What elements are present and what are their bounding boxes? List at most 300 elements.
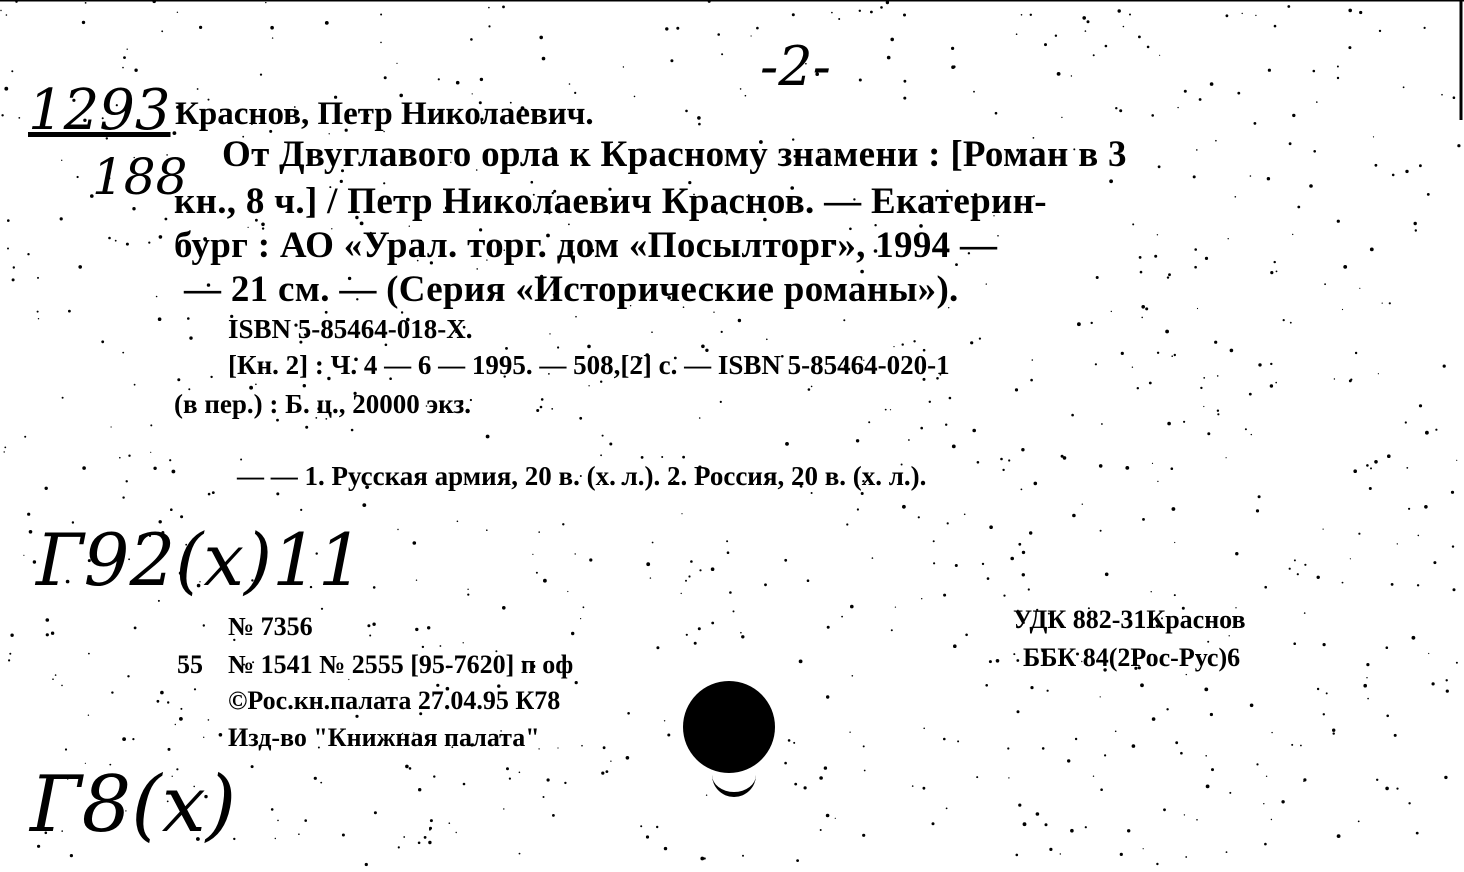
noise-dot bbox=[826, 695, 829, 698]
noise-dot bbox=[1370, 467, 1372, 469]
noise-dot bbox=[1093, 776, 1094, 777]
noise-dot bbox=[123, 56, 126, 59]
noise-dot bbox=[396, 63, 397, 64]
record-prefix: 55 bbox=[177, 650, 203, 679]
noise-dot bbox=[794, 783, 797, 786]
noise-dot bbox=[1118, 9, 1121, 12]
noise-dot bbox=[433, 775, 435, 777]
noise-dot bbox=[29, 530, 33, 534]
noise-dot bbox=[23, 555, 24, 556]
noise-dot bbox=[1446, 679, 1448, 681]
noise-dot bbox=[1373, 136, 1374, 137]
noise-dot bbox=[298, 833, 300, 835]
noise-dot bbox=[416, 580, 417, 581]
noise-dot bbox=[1453, 588, 1456, 591]
noise-dot bbox=[1405, 170, 1408, 173]
noise-dot bbox=[1405, 421, 1407, 423]
noise-dot bbox=[1047, 690, 1049, 692]
noise-dot bbox=[208, 493, 211, 496]
noise-dot bbox=[549, 333, 550, 334]
noise-dot bbox=[1157, 352, 1159, 354]
noise-dot bbox=[606, 770, 609, 773]
noise-dot bbox=[583, 606, 585, 608]
noise-dot bbox=[1016, 659, 1019, 662]
noise-dot bbox=[742, 855, 744, 857]
noise-dot bbox=[7, 248, 9, 250]
noise-dot bbox=[1326, 692, 1328, 694]
noise-dot bbox=[170, 508, 173, 511]
noise-dot bbox=[1304, 612, 1306, 614]
noise-dot bbox=[486, 529, 488, 531]
noise-dot bbox=[126, 243, 129, 246]
noise-dot bbox=[422, 646, 424, 648]
noise-dot bbox=[424, 836, 427, 839]
noise-dot bbox=[1291, 744, 1293, 746]
noise-dot bbox=[158, 317, 162, 321]
noise-dot bbox=[1036, 812, 1040, 816]
noise-dot bbox=[1167, 422, 1171, 426]
noise-dot bbox=[1350, 379, 1352, 381]
noise-dot bbox=[1457, 144, 1460, 147]
noise-dot bbox=[503, 808, 504, 809]
noise-dot bbox=[951, 47, 954, 50]
noise-dot bbox=[1274, 25, 1277, 28]
noise-dot bbox=[160, 691, 164, 695]
noise-dot bbox=[271, 808, 274, 811]
noise-dot bbox=[891, 629, 893, 631]
noise-dot bbox=[697, 116, 701, 120]
noise-dot bbox=[784, 559, 787, 562]
noise-dot bbox=[1067, 759, 1070, 762]
noise-dot bbox=[1337, 66, 1339, 68]
noise-dot bbox=[1242, 13, 1243, 14]
noise-dot bbox=[646, 835, 649, 838]
noise-dot bbox=[1294, 559, 1296, 561]
noise-dot bbox=[698, 627, 701, 630]
noise-dot bbox=[740, 88, 742, 90]
noise-dot bbox=[1152, 463, 1153, 464]
noise-dot bbox=[1147, 46, 1150, 49]
noise-dot bbox=[9, 653, 11, 655]
handwritten-classification-1: Г92(х)11 bbox=[36, 518, 364, 602]
noise-dot bbox=[1369, 487, 1372, 490]
noise-dot bbox=[1021, 14, 1023, 16]
noise-dot bbox=[601, 772, 604, 775]
noise-dot bbox=[539, 36, 543, 40]
noise-dot bbox=[1125, 466, 1129, 470]
noise-dot bbox=[1196, 819, 1198, 821]
handwritten-page-number: -2- bbox=[760, 35, 831, 98]
noise-dot bbox=[1229, 635, 1230, 636]
noise-dot bbox=[841, 616, 843, 618]
noise-dot bbox=[1304, 564, 1306, 566]
noise-dot bbox=[1419, 404, 1422, 407]
noise-dot bbox=[1250, 175, 1252, 177]
noise-dot bbox=[1251, 434, 1252, 435]
noise-dot bbox=[122, 737, 126, 741]
noise-dot bbox=[1099, 464, 1103, 468]
noise-dot bbox=[650, 577, 651, 578]
noise-dot bbox=[903, 14, 906, 17]
noise-dot bbox=[1230, 349, 1234, 353]
noise-dot bbox=[179, 717, 183, 721]
noise-dot bbox=[1424, 27, 1426, 29]
noise-dot bbox=[219, 733, 223, 737]
noise-dot bbox=[756, 27, 759, 30]
noise-dot bbox=[1323, 643, 1326, 646]
isbn-line: ISBN 5-85464-018-X. bbox=[228, 314, 473, 344]
noise-dot bbox=[690, 560, 693, 563]
noise-dot bbox=[557, 747, 558, 748]
noise-dot bbox=[1174, 594, 1176, 596]
noise-dot bbox=[134, 384, 136, 386]
noise-dot bbox=[953, 644, 957, 648]
noise-dot bbox=[1029, 531, 1032, 534]
noise-dot bbox=[320, 782, 322, 784]
noise-dot bbox=[1109, 179, 1113, 183]
noise-dot bbox=[1163, 808, 1166, 811]
noise-dot bbox=[128, 455, 130, 457]
noise-dot bbox=[1193, 175, 1196, 178]
noise-dot bbox=[122, 352, 124, 354]
noise-dot bbox=[720, 401, 722, 403]
noise-dot bbox=[342, 834, 345, 837]
noise-dot bbox=[1323, 713, 1325, 715]
noise-dot bbox=[1028, 588, 1030, 590]
noise-dot bbox=[538, 531, 540, 533]
noise-dot bbox=[788, 739, 791, 742]
noise-dot bbox=[46, 633, 49, 636]
noise-dot bbox=[1158, 165, 1161, 168]
noise-dot bbox=[1141, 305, 1145, 309]
noise-dot bbox=[1406, 467, 1408, 469]
noise-dot bbox=[1332, 729, 1335, 732]
noise-dot bbox=[210, 376, 212, 378]
noise-dot bbox=[943, 594, 946, 597]
noise-dot bbox=[1226, 14, 1229, 17]
noise-dot bbox=[1010, 557, 1014, 561]
noise-dot bbox=[1443, 365, 1446, 368]
noise-dot bbox=[1297, 573, 1299, 575]
noise-dot bbox=[634, 96, 636, 98]
noise-dot bbox=[1397, 543, 1398, 544]
noise-dot bbox=[27, 513, 30, 516]
noise-dot bbox=[989, 525, 993, 529]
noise-dot bbox=[1075, 738, 1077, 740]
noise-dot bbox=[1456, 662, 1458, 664]
noise-dot bbox=[1290, 322, 1292, 324]
noise-dot bbox=[488, 7, 490, 9]
noise-dot bbox=[1030, 14, 1032, 16]
noise-dot bbox=[1071, 414, 1074, 417]
noise-dot bbox=[161, 30, 163, 32]
noise-dot bbox=[861, 492, 864, 495]
noise-dot bbox=[467, 594, 469, 596]
noise-dot bbox=[70, 854, 73, 857]
noise-dot bbox=[1171, 355, 1173, 357]
noise-dot bbox=[902, 343, 904, 345]
noise-dot bbox=[463, 783, 466, 786]
noise-dot bbox=[199, 26, 202, 29]
noise-dot bbox=[551, 408, 553, 410]
noise-dot bbox=[1016, 854, 1019, 857]
noise-dot bbox=[1266, 776, 1267, 777]
noise-dot bbox=[571, 632, 574, 635]
noise-dot bbox=[667, 734, 670, 737]
noise-dot bbox=[1359, 11, 1362, 14]
noise-dot bbox=[12, 278, 15, 281]
noise-dot bbox=[1205, 755, 1207, 757]
noise-dot bbox=[1385, 787, 1389, 791]
noise-dot bbox=[509, 778, 511, 780]
noise-dot bbox=[1194, 248, 1197, 251]
noise-dot bbox=[1139, 256, 1142, 259]
noise-dot bbox=[843, 319, 845, 321]
noise-dot bbox=[903, 97, 906, 100]
noise-dot bbox=[979, 338, 981, 340]
noise-dot bbox=[721, 331, 723, 333]
noise-dot bbox=[740, 632, 742, 634]
noise-dot bbox=[397, 529, 398, 530]
noise-dot bbox=[367, 624, 370, 627]
noise-dot bbox=[1203, 377, 1205, 379]
noise-dot bbox=[168, 748, 171, 751]
binding-line: (в пер.) : Б. ц., 20000 экз. bbox=[174, 389, 471, 419]
noise-dot bbox=[1446, 690, 1449, 693]
noise-dot bbox=[885, 409, 887, 411]
noise-dot bbox=[1376, 779, 1378, 781]
noise-dot bbox=[1289, 142, 1292, 145]
noise-dot bbox=[711, 622, 714, 625]
noise-dot bbox=[985, 684, 988, 687]
noise-dot bbox=[1255, 15, 1256, 16]
noise-dot bbox=[745, 95, 747, 97]
noise-dot bbox=[1204, 688, 1208, 692]
noise-dot bbox=[1264, 586, 1267, 589]
noise-dot bbox=[1271, 732, 1272, 733]
noise-dot bbox=[929, 401, 931, 403]
noise-dot bbox=[600, 454, 602, 456]
noise-dot bbox=[18, 117, 20, 119]
noise-dot bbox=[997, 235, 999, 237]
noise-dot bbox=[180, 708, 182, 710]
noise-dot bbox=[1003, 595, 1005, 597]
noise-dot bbox=[1194, 266, 1197, 269]
noise-dot bbox=[169, 459, 171, 461]
noise-dot bbox=[415, 628, 418, 631]
noise-dot bbox=[380, 42, 382, 44]
noise-dot bbox=[1129, 14, 1131, 16]
noise-dot bbox=[1151, 114, 1154, 117]
noise-dot bbox=[792, 13, 795, 16]
noise-dot bbox=[918, 516, 920, 518]
noise-dot bbox=[713, 312, 714, 313]
noise-dot bbox=[1366, 464, 1369, 467]
noise-dot bbox=[157, 700, 160, 703]
noise-dot bbox=[651, 331, 653, 333]
noise-dot bbox=[1417, 584, 1419, 586]
noise-dot bbox=[1309, 184, 1313, 188]
noise-dot bbox=[418, 842, 421, 845]
noise-dot bbox=[456, 81, 460, 85]
noise-dot bbox=[579, 417, 582, 420]
noise-dot bbox=[1180, 752, 1183, 755]
noise-dot bbox=[365, 863, 368, 866]
noise-dot bbox=[1132, 744, 1136, 748]
noise-dot bbox=[438, 78, 440, 80]
noise-dot bbox=[738, 319, 741, 322]
noise-dot bbox=[623, 66, 624, 67]
noise-dot bbox=[1263, 803, 1264, 804]
noise-dot bbox=[1044, 43, 1047, 46]
noise-dot bbox=[1177, 107, 1178, 108]
noise-dot bbox=[846, 523, 848, 525]
noise-dot bbox=[1184, 90, 1187, 93]
noise-dot bbox=[46, 618, 50, 622]
noise-dot bbox=[1270, 384, 1273, 387]
noise-dot bbox=[890, 409, 891, 410]
noise-dot bbox=[824, 766, 827, 769]
noise-dot bbox=[1045, 823, 1048, 826]
noise-dot bbox=[1200, 387, 1202, 389]
noise-dot bbox=[681, 513, 682, 514]
noise-dot bbox=[627, 712, 630, 715]
noise-dot bbox=[108, 237, 111, 240]
noise-dot bbox=[920, 427, 923, 430]
noise-dot bbox=[987, 577, 990, 580]
noise-dot bbox=[177, 378, 180, 381]
noise-dot bbox=[1030, 379, 1033, 382]
noise-dot bbox=[177, 12, 178, 13]
noise-dot bbox=[1093, 54, 1095, 56]
noise-dot bbox=[804, 786, 807, 789]
noise-dot bbox=[1030, 686, 1033, 689]
noise-dot bbox=[55, 674, 57, 676]
noise-dot bbox=[952, 445, 956, 449]
noise-dot bbox=[543, 796, 545, 798]
noise-dot bbox=[1348, 9, 1352, 13]
noise-dot bbox=[1115, 107, 1117, 109]
noise-dot bbox=[519, 853, 521, 855]
noise-dot bbox=[964, 514, 966, 516]
noise-dot bbox=[1300, 745, 1302, 747]
noise-dot bbox=[1254, 122, 1257, 125]
noise-dot bbox=[1452, 545, 1454, 547]
noise-dot bbox=[255, 384, 257, 386]
noise-dot bbox=[543, 579, 547, 583]
noise-dot bbox=[977, 461, 980, 464]
noise-dot bbox=[868, 421, 870, 423]
noise-dot bbox=[65, 748, 67, 750]
noise-dot bbox=[902, 505, 906, 509]
noise-dot bbox=[895, 607, 896, 608]
noise-dot bbox=[85, 2, 87, 4]
noise-dot bbox=[685, 110, 688, 113]
noise-dot bbox=[398, 846, 400, 848]
noise-dot bbox=[589, 558, 592, 561]
noise-dot bbox=[1287, 5, 1290, 8]
noise-dot bbox=[933, 562, 935, 564]
noise-dot bbox=[156, 296, 158, 298]
noise-dot bbox=[1184, 814, 1185, 815]
noise-dot bbox=[1292, 234, 1293, 235]
noise-dot bbox=[835, 818, 836, 819]
noise-dot bbox=[203, 737, 204, 738]
noise-dot bbox=[706, 795, 707, 796]
noise-dot bbox=[277, 820, 279, 822]
noise-dot bbox=[547, 778, 550, 781]
noise-dot bbox=[785, 442, 789, 446]
noise-dot bbox=[413, 541, 417, 545]
noise-dot bbox=[1105, 573, 1109, 577]
noise-dot bbox=[729, 591, 732, 594]
noise-dot bbox=[1, 114, 3, 116]
noise-dot bbox=[1386, 715, 1389, 718]
noise-dot bbox=[1374, 460, 1378, 464]
noise-dot bbox=[799, 660, 803, 664]
noise-dot bbox=[405, 765, 409, 769]
noise-dot bbox=[1152, 717, 1156, 721]
noise-dot bbox=[1274, 261, 1276, 263]
noise-dot bbox=[37, 277, 39, 279]
noise-dot bbox=[1408, 508, 1410, 510]
noise-dot bbox=[1419, 164, 1422, 167]
noise-dot bbox=[862, 834, 865, 837]
noise-dot bbox=[13, 266, 15, 268]
noise-dot bbox=[1186, 674, 1187, 675]
noise-dot bbox=[403, 836, 405, 838]
noise-dot bbox=[1015, 388, 1018, 391]
noise-dot bbox=[955, 564, 958, 567]
noise-dot bbox=[127, 675, 129, 677]
noise-dot bbox=[863, 745, 865, 747]
noise-dot bbox=[502, 6, 505, 9]
noise-dot bbox=[52, 678, 54, 680]
noise-dot bbox=[1289, 568, 1291, 570]
noise-dot bbox=[1123, 26, 1125, 28]
noise-dot bbox=[1441, 94, 1443, 96]
noise-dot bbox=[1156, 863, 1158, 865]
noise-dot bbox=[61, 685, 63, 687]
noise-dot bbox=[132, 738, 134, 740]
noise-dot bbox=[784, 762, 787, 765]
noise-dot bbox=[1016, 33, 1018, 35]
noise-dot bbox=[1159, 55, 1160, 56]
noise-dot bbox=[1323, 529, 1324, 530]
noise-dot bbox=[827, 626, 830, 629]
noise-dot bbox=[134, 69, 137, 72]
noise-dot bbox=[1197, 308, 1198, 309]
record-line: № 1541 № 2555 [95-7620] п оф bbox=[228, 650, 574, 679]
noise-dot bbox=[542, 57, 546, 61]
noise-dot bbox=[1105, 45, 1108, 48]
noise-dot bbox=[111, 691, 113, 693]
noise-dot bbox=[314, 777, 317, 780]
noise-dot bbox=[726, 540, 728, 542]
noise-dot bbox=[1337, 77, 1339, 79]
noise-dot bbox=[272, 37, 273, 38]
noise-dot bbox=[1207, 432, 1210, 435]
noise-dot bbox=[1267, 177, 1270, 180]
publisher-line: Изд-во "Книжная палата" bbox=[228, 723, 540, 752]
noise-dot bbox=[1072, 514, 1076, 518]
noise-dot bbox=[372, 623, 375, 626]
noise-dot bbox=[1141, 317, 1143, 319]
noise-dot bbox=[973, 91, 975, 93]
noise-dot bbox=[686, 634, 688, 636]
noise-dot bbox=[1145, 307, 1148, 310]
noise-dot bbox=[1386, 646, 1389, 649]
